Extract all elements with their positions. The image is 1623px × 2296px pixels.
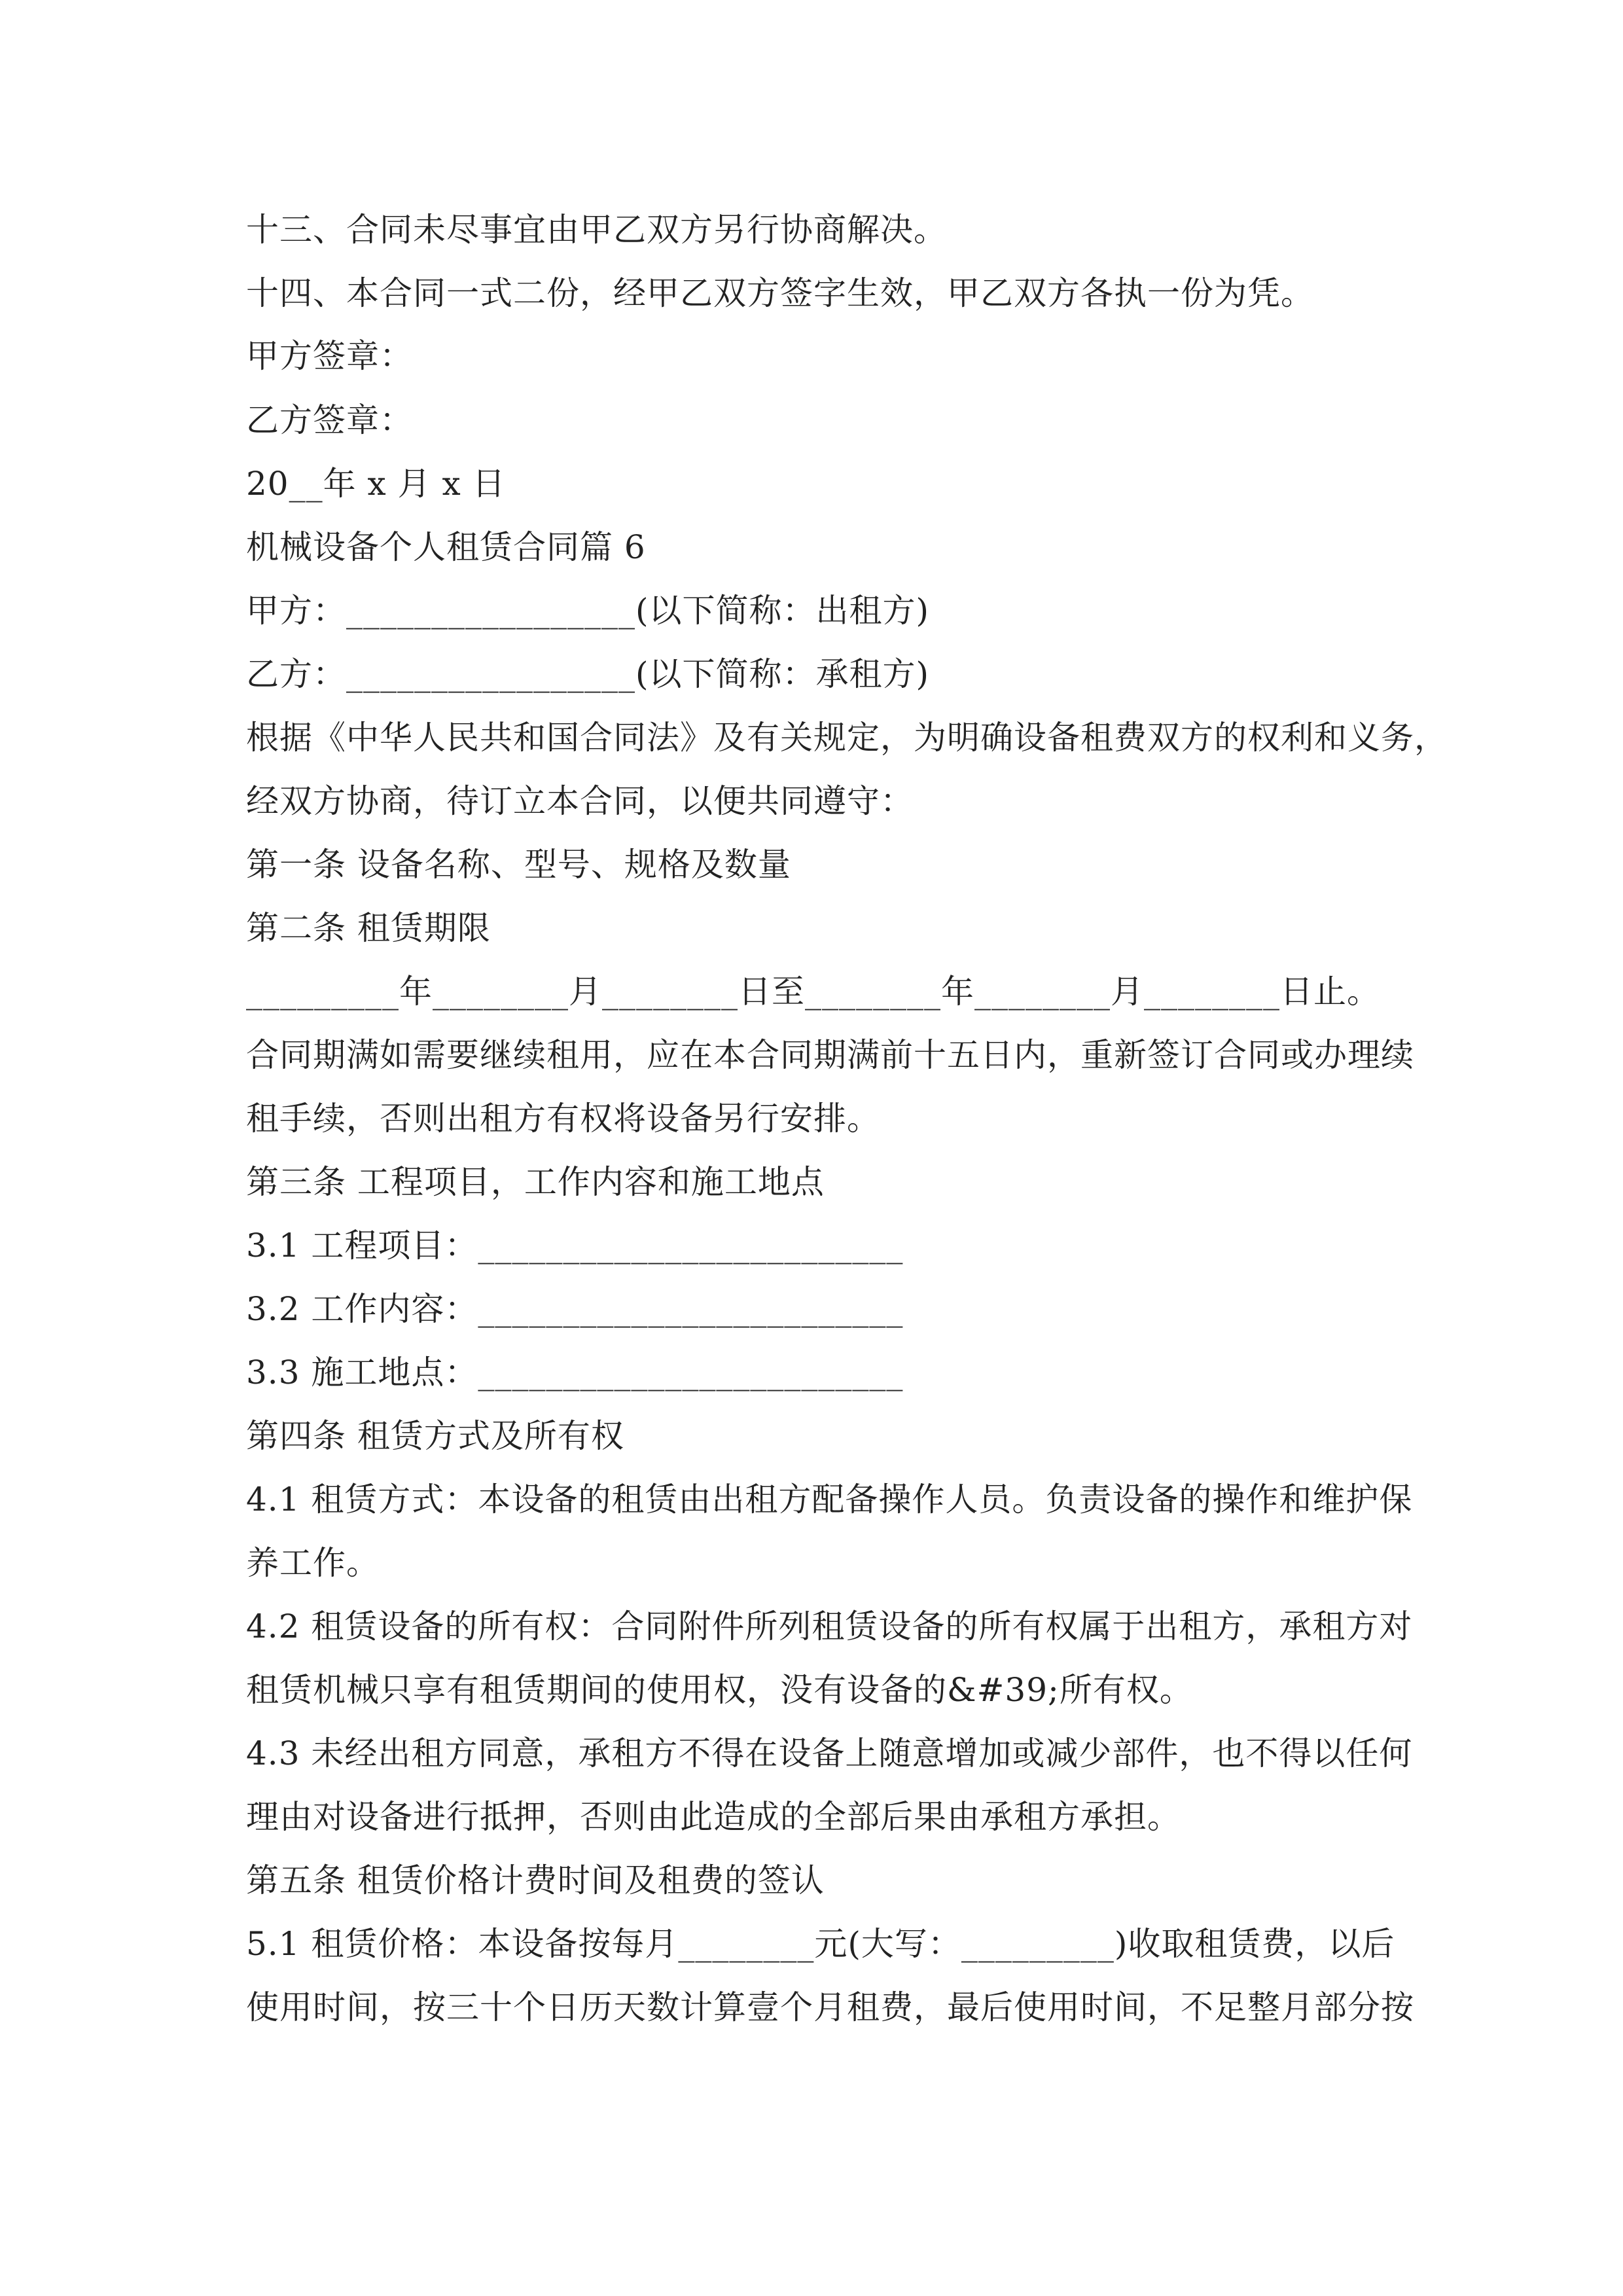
party-a-signature: 甲方签章： (246, 337, 413, 375)
item-4-1-line-2: 养工作。 (246, 1544, 380, 1582)
item-4-3-line-2: 理由对设备进行抵押，否则由此造成的全部后果由承租方承担。 (246, 1798, 1181, 1836)
party-a-line: 甲方：_________________(以下简称：出租方) (246, 592, 930, 630)
item-4-2-line-1: 4.2 租赁设备的所有权：合同附件所列租赁设备的所有权属于出租方，承租方对 (246, 1607, 1413, 1645)
section-title: 机械设备个人租赁合同篇 6 (246, 528, 646, 566)
item-5-1-line-2: 使用时间，按三十个日历天数计算壹个月租费，最后使用时间，不足整月部分按 (246, 1988, 1414, 2026)
clause-13: 十三、合同未尽事宜由甲乙双方另行协商解决。 (246, 211, 947, 249)
item-3-1: 3.1 工程项目：_________________________ (246, 1227, 904, 1265)
item-4-2-line-2: 租赁机械只享有租赁期间的使用权，没有设备的&#39;所有权。 (246, 1671, 1193, 1709)
renewal-line-2: 租手续，否则出租方有权将设备另行安排。 (246, 1100, 880, 1138)
article-1-heading: 第一条 设备名称、型号、规格及数量 (246, 846, 791, 884)
party-b-line: 乙方：_________________(以下简称：承租方) (246, 655, 930, 693)
lease-period-line: _________年________月________日至________年________月________日止。 (246, 973, 1380, 1011)
renewal-line-1: 合同期满如需要继续租用，应在本合同期满前十五日内，重新签订合同或办理续 (246, 1036, 1414, 1074)
article-2-heading: 第二条 租赁期限 (246, 909, 491, 947)
party-b-signature: 乙方签章： (246, 401, 413, 439)
date-line: 20__年 x 月 x 日 (246, 465, 506, 503)
item-5-1-line-1: 5.1 租赁价格：本设备按每月________元(大写：_________)收取租赁费，以后 (246, 1925, 1395, 1963)
item-4-1-line-1: 4.1 租赁方式：本设备的租赁由出租方配备操作人员。负责设备的操作和维护保 (246, 1480, 1413, 1518)
item-4-3-line-1: 4.3 未经出租方同意，承租方不得在设备上随意增加或减少部件，也不得以任何 (246, 1734, 1413, 1772)
item-3-3: 3.3 施工地点：_________________________ (246, 1354, 904, 1391)
article-4-heading: 第四条 租赁方式及所有权 (246, 1417, 624, 1455)
item-3-2: 3.2 工作内容：_________________________ (246, 1290, 904, 1328)
preamble-line-1: 根据《中华人民共和国合同法》及有关规定，为明确设备租费双方的权利和义务， (246, 719, 1448, 757)
article-5-heading: 第五条 租赁价格计费时间及租费的签认 (246, 1861, 825, 1899)
preamble-line-2: 经双方协商，待订立本合同，以便共同遵守： (246, 782, 914, 820)
article-3-heading: 第三条 工程项目，工作内容和施工地点 (246, 1163, 825, 1201)
clause-14: 十四、本合同一式二份，经甲乙双方签字生效，甲乙双方各执一份为凭。 (246, 274, 1314, 312)
